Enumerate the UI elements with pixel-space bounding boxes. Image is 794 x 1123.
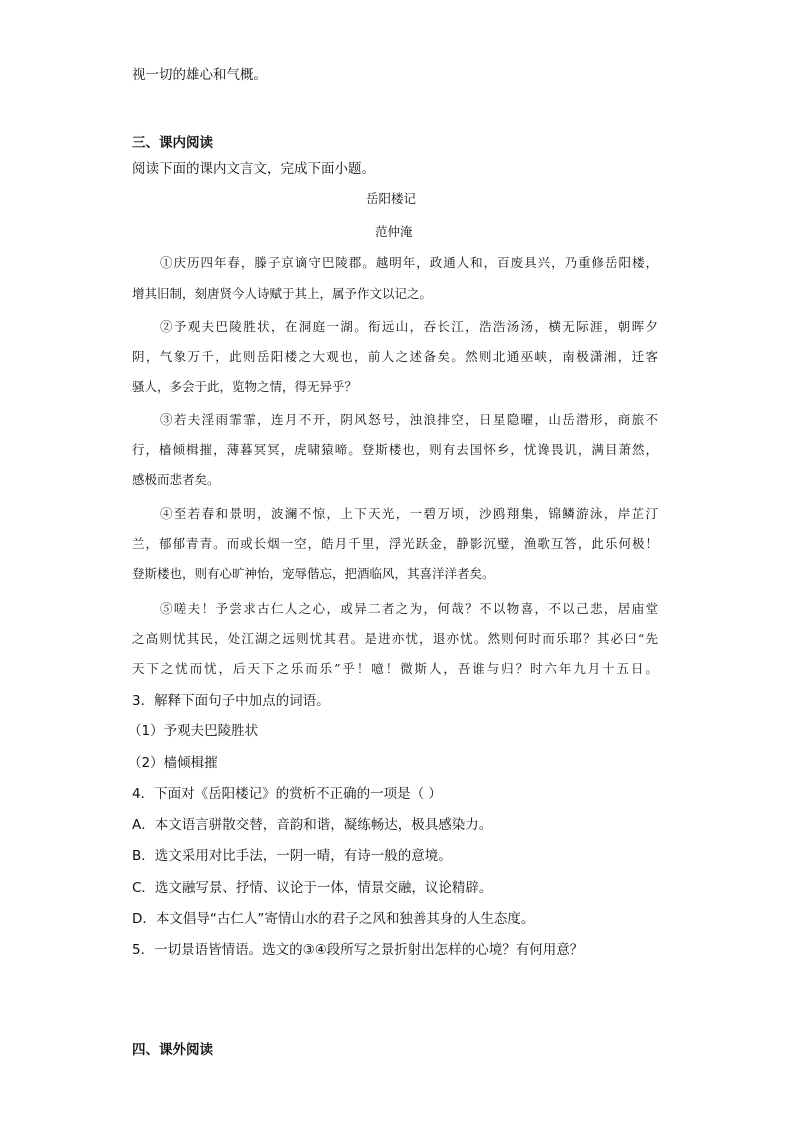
passage-line: 登斯楼也，则有心旷神怡，宠辱偕忘，把酒临风，其喜洋洋者矣。 (132, 566, 495, 581)
passage-line: 感极而悲者矣。 (132, 472, 220, 487)
passage-line: ⑤嗟夫！予尝求古仁人之心，或异二者之为，何哉？不以物喜，不以己悲，居庙堂 (160, 601, 658, 616)
passage-line: 之高则忧其民，处江湖之远则忧其君。是进亦忧，退亦忧。然则何时而乐耶？其必曰“先 (132, 631, 658, 646)
question-3-stem: 3．解释下面句子中加点的词语。 (132, 693, 330, 709)
passage-line: 天下之忧而忧，后天下之乐而乐”乎！噫！微斯人，吾谁与归？时六年九月十五日。 (132, 661, 658, 676)
passage-title: 岳阳楼记 (366, 191, 417, 206)
question-4-option-d: D．本文倡导“古仁人”寄情山水的君子之风和独善其身的人生态度。 (132, 911, 535, 927)
passage-line: ②予观夫巴陵胜状，在洞庭一湖。衔远山，吞长江，浩浩汤汤，横无际涯，朝晖夕 (160, 319, 658, 334)
question-4-option-b: B．选文采用对比手法，一阴一晴，有诗一般的意境。 (132, 848, 452, 864)
passage-line: 骚人，多会于此，览物之情，得无异乎？ (132, 379, 358, 394)
section3-heading: 三、课内阅读 (132, 135, 213, 151)
passage-line: ①庆历四年春，滕子京谪守巴陵郡。越明年，政通人和，百废具兴，乃重修岳阳楼， (160, 255, 658, 270)
reading-instruction: 阅读下面的课内文言文，完成下面小题。 (132, 161, 375, 177)
question-4-option-c: C．选文融写景、抒情、议论于一体，情景交融，议论精辟。 (132, 880, 493, 896)
question-4-option-a: A．本文语言骈散交替，音韵和谐，凝练畅达，极具感染力。 (132, 817, 493, 833)
intro-tail-text: 视一切的雄心和气概。 (132, 67, 267, 83)
passage-line: ③若夫淫雨霏霏，连月不开，阴风怒号，浊浪排空，日星隐曜，山岳潜形，商旅不 (160, 412, 658, 427)
passage-author: 范仲淹 (375, 224, 413, 239)
passage-line: 兰，郁郁青青。而或长烟一空，皓月千里，浮光跃金，静影沉璧，渔歌互答，此乐何极！ (132, 536, 658, 551)
question-3-sub2: （2）樯倾楫摧 (128, 755, 218, 771)
passage-line: 增其旧制，刻唐贤今人诗赋于其上，属予作文以记之。 (132, 286, 433, 301)
question-3-sub1: （1）予观夫巴陵胜状 (128, 723, 259, 739)
passage-line: 行，樯倾楫摧，薄暮冥冥，虎啸猿啼。登斯楼也，则有去国怀乡，忧谗畏讥，满目萧然， (132, 442, 658, 457)
passage-line: ④至若春和景明，波澜不惊，上下天光，一碧万顷，沙鸥翔集，锦鳞游泳，岸芷汀 (160, 506, 658, 521)
question-4-stem: 4．下面对《岳阳楼记》的赏析不正确的一项是（ ） (132, 786, 442, 802)
passage-line: 阴，气象万千，此则岳阳楼之大观也，前人之述备矣。然则北通巫峡，南极潇湘，迁客 (132, 349, 658, 364)
question-5-stem: 5．一切景语皆情语。选文的③④段所写之景折射出怎样的心境？有何用意？ (132, 942, 584, 958)
section4-heading: 四、课外阅读 (132, 1042, 213, 1058)
